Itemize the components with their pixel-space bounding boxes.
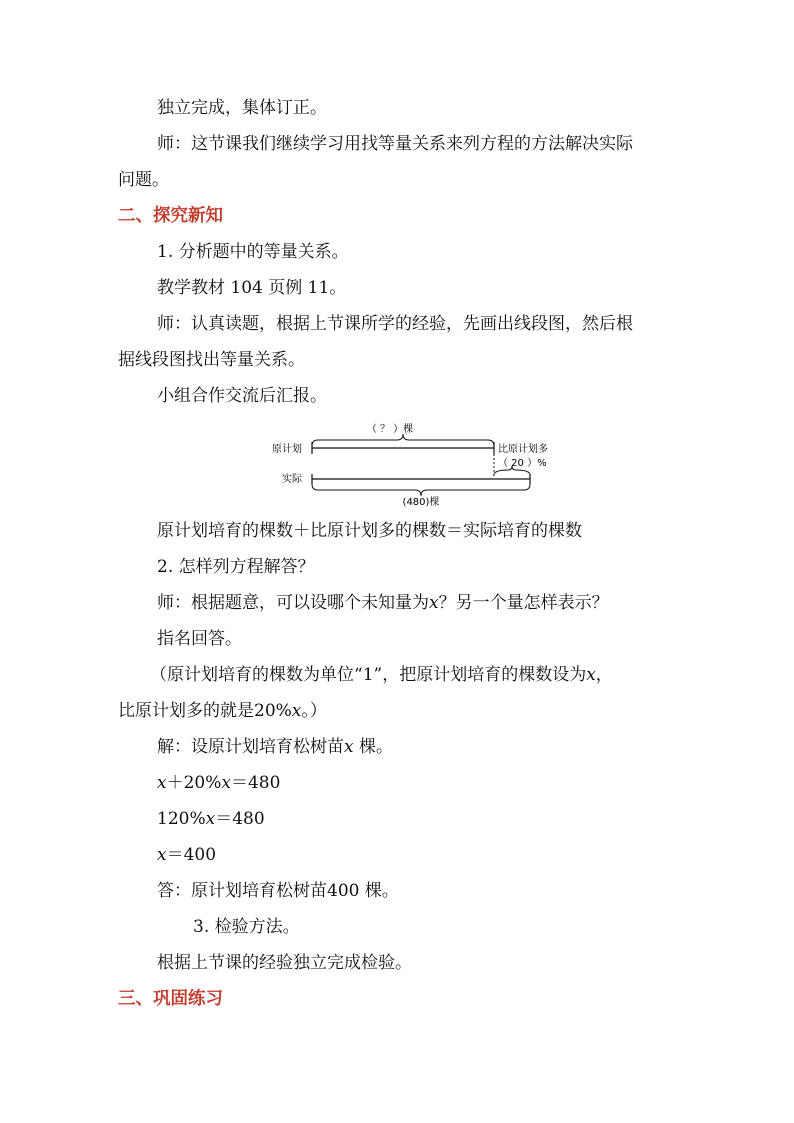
text: ＝400 [166,845,217,865]
section-heading: 二、探究新知 [118,206,223,226]
paragraph: 独立完成，集体订正。 [157,98,327,118]
bottom-brace [312,484,530,496]
text: ＋20% [166,773,222,793]
text: （原计划培育的棵数为单位“1”，把原计划培育的棵数设为 [150,665,587,685]
paragraph: 指名回答。 [157,629,242,649]
paragraph: 小组合作交流后汇报。 [157,386,327,406]
diagram-top-label: （ ？ ）棵 [366,424,414,435]
equation [157,808,265,830]
paragraph [150,664,613,686]
paragraph: 教学教材 104 页例 11。 [157,278,347,298]
paragraph: 师：这节课我们继续学习用找等量关系来列方程的方法解决实际 [157,134,633,154]
diagram-side-label-2: （ 20 ）% [498,458,547,469]
paragraph: 2. 怎样列方程解答？ [157,557,315,577]
variable-x: x [157,845,167,865]
variable-x: x [157,773,167,793]
variable-x: x [205,809,216,829]
answer: 答：原计划培育松树苗400 棵。 [157,881,399,901]
variable-x: x [429,593,439,613]
variable-x: x [586,665,596,685]
paragraph: 根据上节课的经验独立完成检验。 [157,953,412,973]
paragraph [118,700,327,722]
text: 师：根据题意，可以设哪个未知量为 [157,593,429,613]
equation [157,772,280,794]
section-heading: 三、巩固练习 [118,989,223,1009]
text: 120% [157,809,206,829]
line-segment-diagram [260,418,570,508]
variable-x: x [221,773,231,793]
text: 比原计划多的就是20% [118,701,292,721]
variable-x: x [291,701,302,721]
text: 棵。 [353,737,393,757]
diagram-row2-label: 实际 [282,474,302,485]
text: ＝480 [230,773,281,793]
diagram-row1-label: 原计划 [272,444,302,455]
paragraph: 问题。 [118,170,169,190]
diagram-side-label-1: 比原计划多 [498,444,548,455]
text: ＝480 [215,809,265,829]
text: ， [595,665,613,685]
equation-relation: 原计划培育的棵数＋比原计划多的棵数＝实际培育的棵数 [157,521,582,541]
paragraph: 师：认真读题，根据上节课所学的经验，先画出线段图，然后根 [157,314,633,334]
paragraph: 3. 检验方法。 [193,917,300,937]
equation [157,844,216,866]
text: ？另一个量怎样表示？ [438,593,609,613]
paragraph [157,592,609,614]
paragraph [157,736,393,758]
paragraph: 据线段图找出等量关系。 [118,350,305,370]
text: 解：设原计划培育松树苗 [157,737,344,757]
paragraph: 1. 分析题中的等量关系。 [157,242,349,262]
variable-x: x [344,737,354,757]
top-brace [312,434,494,446]
diagram-bottom-label: (480)棵 [402,497,440,508]
text: 。） [301,701,327,721]
